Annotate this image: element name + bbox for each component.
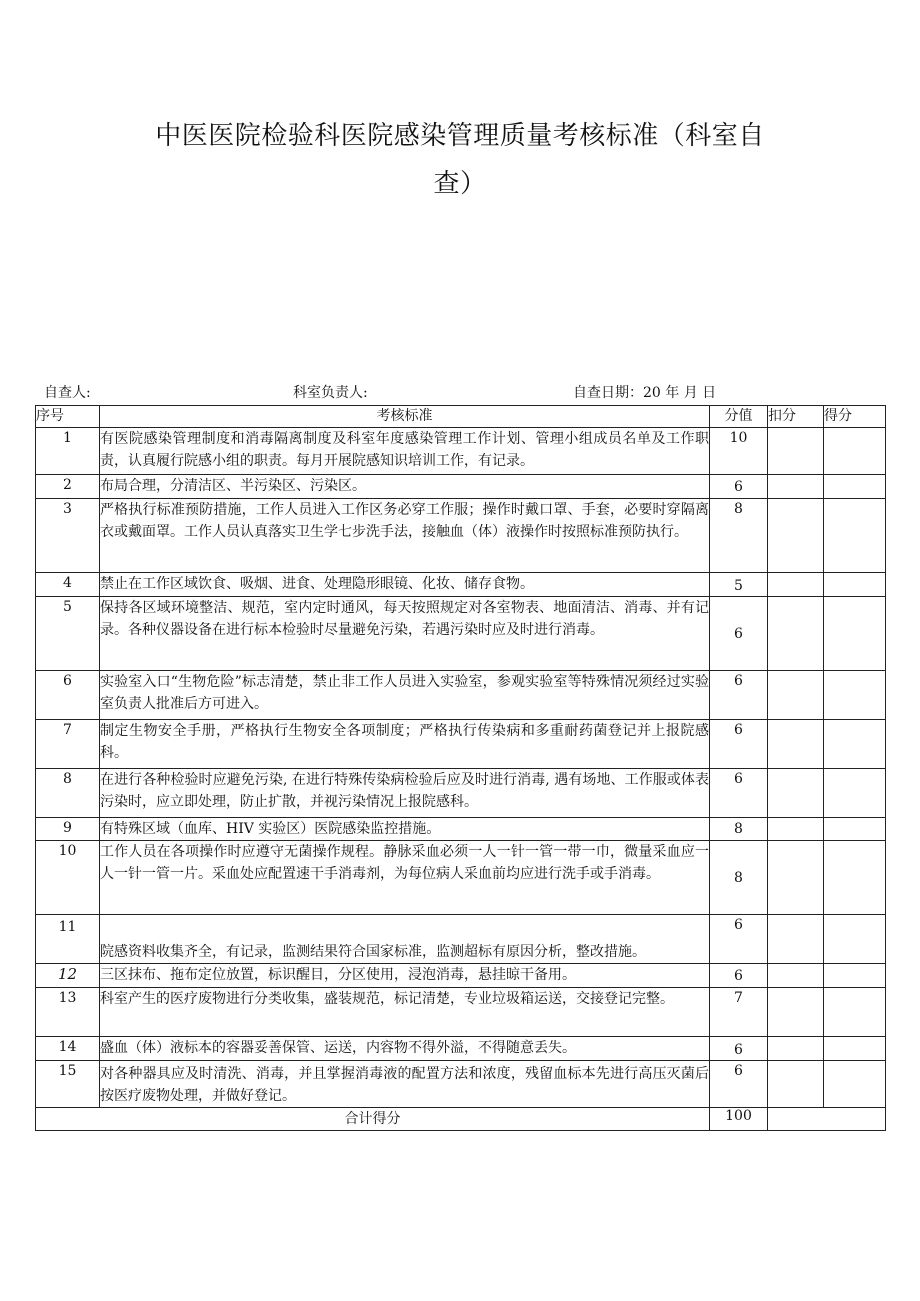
row-got-cell[interactable] <box>824 1061 886 1108</box>
row-no: 2 <box>36 475 100 499</box>
table-row <box>36 818 886 841</box>
row-score: 6 <box>710 769 768 818</box>
row-criteria: 制定生物安全手册，严格执行生物安全各项制度；严格执行传染病和多重耐药菌登记并上报院感科。 <box>100 720 710 769</box>
row-score: 8 <box>710 818 768 841</box>
table-row <box>36 671 886 720</box>
row-criteria: 实验室入口“生物危险”标志清楚，禁止非工作人员进入实验室，参观实验室等特殊情况须经过实验室负责人批准后方可进入。 <box>100 671 710 720</box>
row-criteria: 在进行各种检验时应避免污染, 在进行特殊传染病检验后应及时进行消毒, 遇有场地、工作服或体表污染时，应立即处理，防止扩散，并视污染情况上报院感科。 <box>100 769 710 818</box>
row-score: 6 <box>710 597 768 671</box>
table-row <box>36 1061 886 1108</box>
row-criteria: 盛血（体）液标本的容器妥善保管、运送，内容物不得外溢，不得随意丢失。 <box>100 1037 710 1061</box>
row-deduct-cell[interactable] <box>768 1061 824 1108</box>
row-no: 9 <box>36 818 100 841</box>
row-deduct-cell[interactable] <box>768 475 824 499</box>
row-no: 8 <box>36 769 100 818</box>
table-row <box>36 915 886 964</box>
header-score: 分值 <box>710 406 768 428</box>
table-row <box>36 499 886 573</box>
table-row <box>36 475 886 499</box>
total-row <box>36 1108 886 1131</box>
row-got-cell[interactable] <box>824 475 886 499</box>
row-score: 6 <box>710 1037 768 1061</box>
header-no: 序号 <box>36 406 100 428</box>
row-score: 5 <box>710 573 768 597</box>
row-no: 10 <box>36 841 100 915</box>
title-line-2: 查） <box>433 169 487 199</box>
row-got-cell[interactable] <box>824 573 886 597</box>
row-criteria: 禁止在工作区域饮食、吸烟、进食、处理隐形眼镜、化妆、储存食物。 <box>100 573 710 597</box>
row-no: 7 <box>36 720 100 769</box>
row-deduct-cell[interactable] <box>768 769 824 818</box>
row-deduct-cell[interactable] <box>768 428 824 475</box>
row-criteria: 布局合理，分清洁区、半污染区、污染区。 <box>100 475 710 499</box>
row-got-cell[interactable] <box>824 720 886 769</box>
row-score: 7 <box>710 988 768 1037</box>
row-no: 11 <box>36 915 100 964</box>
row-criteria: 院感资料收集齐全，有记录，监测结果符合国家标准，监测超标有原因分析，整改措施。 <box>100 915 710 964</box>
row-criteria: 工作人员在各项操作时应遵守无菌操作规程。静脉采血必须一人一针一管一带一巾，微量采血应一人一针一管一片。采血处应配置速干手消毒剂，为每位病人采血前均应进行洗手或手消毒。 <box>100 841 710 915</box>
row-criteria: 保持各区域环境整洁、规范，室内定时通风，每天按照规定对各室物表、地面清洁、消毒、并有记录。各种仪器设备在进行标本检验时尽量避免污染，若遇污染时应及时进行消毒。 <box>100 597 710 671</box>
row-no: 1 <box>36 428 100 475</box>
table-row <box>36 573 886 597</box>
table-row <box>36 720 886 769</box>
row-deduct-cell[interactable] <box>768 915 824 964</box>
row-got-cell[interactable] <box>824 428 886 475</box>
row-got-cell[interactable] <box>824 1037 886 1061</box>
header-criteria: 考核标准 <box>100 406 710 428</box>
row-score: 6 <box>710 964 768 988</box>
table-row <box>36 988 886 1037</box>
title-line-1: 中医医院检验科医院感染管理质量考核标准（科室自 <box>155 121 765 151</box>
header-deduct: 扣分 <box>768 406 824 428</box>
row-no: 15 <box>36 1061 100 1108</box>
assessment-table <box>35 405 886 1131</box>
table-row <box>36 769 886 818</box>
row-got-cell[interactable] <box>824 818 886 841</box>
row-score: 10 <box>710 428 768 475</box>
table-header-row <box>36 406 886 428</box>
inspection-date-label: 自查日期：20 年 月 日 <box>573 385 717 401</box>
row-score: 6 <box>710 671 768 720</box>
total-value: 100 <box>710 1108 768 1131</box>
row-got-cell[interactable] <box>824 499 886 573</box>
row-no: 6 <box>36 671 100 720</box>
document-title <box>60 112 860 208</box>
row-got-cell[interactable] <box>824 841 886 915</box>
row-criteria: 有特殊区域（血库、HIV 实验区）医院感染监控措施。 <box>100 818 710 841</box>
row-got-cell[interactable] <box>824 671 886 720</box>
row-no: 13 <box>36 988 100 1037</box>
row-no: 3 <box>36 499 100 573</box>
row-criteria: 严格执行标准预防措施，工作人员进入工作区务必穿工作服；操作时戴口罩、手套，必要时穿隔离衣或戴面罩。工作人员认真落实卫生学七步洗手法，接触血（体）液操作时按照标准预防执行。 <box>100 499 710 573</box>
row-got-cell[interactable] <box>824 964 886 988</box>
row-criteria: 有医院感染管理制度和消毒隔离制度及科室年度感染管理工作计划、管理小组成员名单及工作职责，认真履行院感小组的职责。每月开展院感知识培训工作，有记录。 <box>100 428 710 475</box>
inspector-label: 自查人: <box>44 385 91 401</box>
row-got-cell[interactable] <box>824 597 886 671</box>
row-no: 12 <box>36 964 100 988</box>
row-criteria: 科室产生的医疗废物进行分类收集，盛装规范，标记清楚，专业垃圾箱运送，交接登记完整。 <box>100 988 710 1037</box>
table-row <box>36 428 886 475</box>
row-no: 5 <box>36 597 100 671</box>
table-row <box>36 964 886 988</box>
row-criteria: 三区抹布、拖布定位放置，标识醒目，分区使用，浸泡消毒，悬挂晾干备用。 <box>100 964 710 988</box>
row-criteria: 对各种器具应及时清洗、消毒，并且掌握消毒液的配置方法和浓度，残留血标本先进行高压灭菌后按医疗废物处理，并做好登记。 <box>100 1061 710 1108</box>
row-got-cell[interactable] <box>824 769 886 818</box>
total-got-cell[interactable] <box>768 1108 886 1131</box>
row-score: 6 <box>710 720 768 769</box>
row-deduct-cell[interactable] <box>768 988 824 1037</box>
row-score: 8 <box>710 499 768 573</box>
row-no: 14 <box>36 1037 100 1061</box>
table-row <box>36 597 886 671</box>
row-deduct-cell[interactable] <box>768 671 824 720</box>
table-row <box>36 1037 886 1061</box>
row-score: 6 <box>710 915 768 964</box>
table-row <box>36 841 886 915</box>
row-deduct-cell[interactable] <box>768 964 824 988</box>
row-deduct-cell[interactable] <box>768 499 824 573</box>
row-deduct-cell[interactable] <box>768 818 824 841</box>
row-score: 6 <box>710 475 768 499</box>
row-deduct-cell[interactable] <box>768 597 824 671</box>
row-deduct-cell[interactable] <box>768 720 824 769</box>
header-got: 得分 <box>824 406 886 428</box>
total-label: 合计得分 <box>36 1108 710 1131</box>
row-no: 4 <box>36 573 100 597</box>
row-got-cell[interactable] <box>824 988 886 1037</box>
row-got-cell[interactable] <box>824 915 886 964</box>
dept-head-label: 科室负责人: <box>293 385 368 401</box>
row-score: 6 <box>710 1061 768 1108</box>
row-deduct-cell[interactable] <box>768 1037 824 1061</box>
row-deduct-cell[interactable] <box>768 841 824 915</box>
row-score: 8 <box>710 841 768 915</box>
row-deduct-cell[interactable] <box>768 573 824 597</box>
